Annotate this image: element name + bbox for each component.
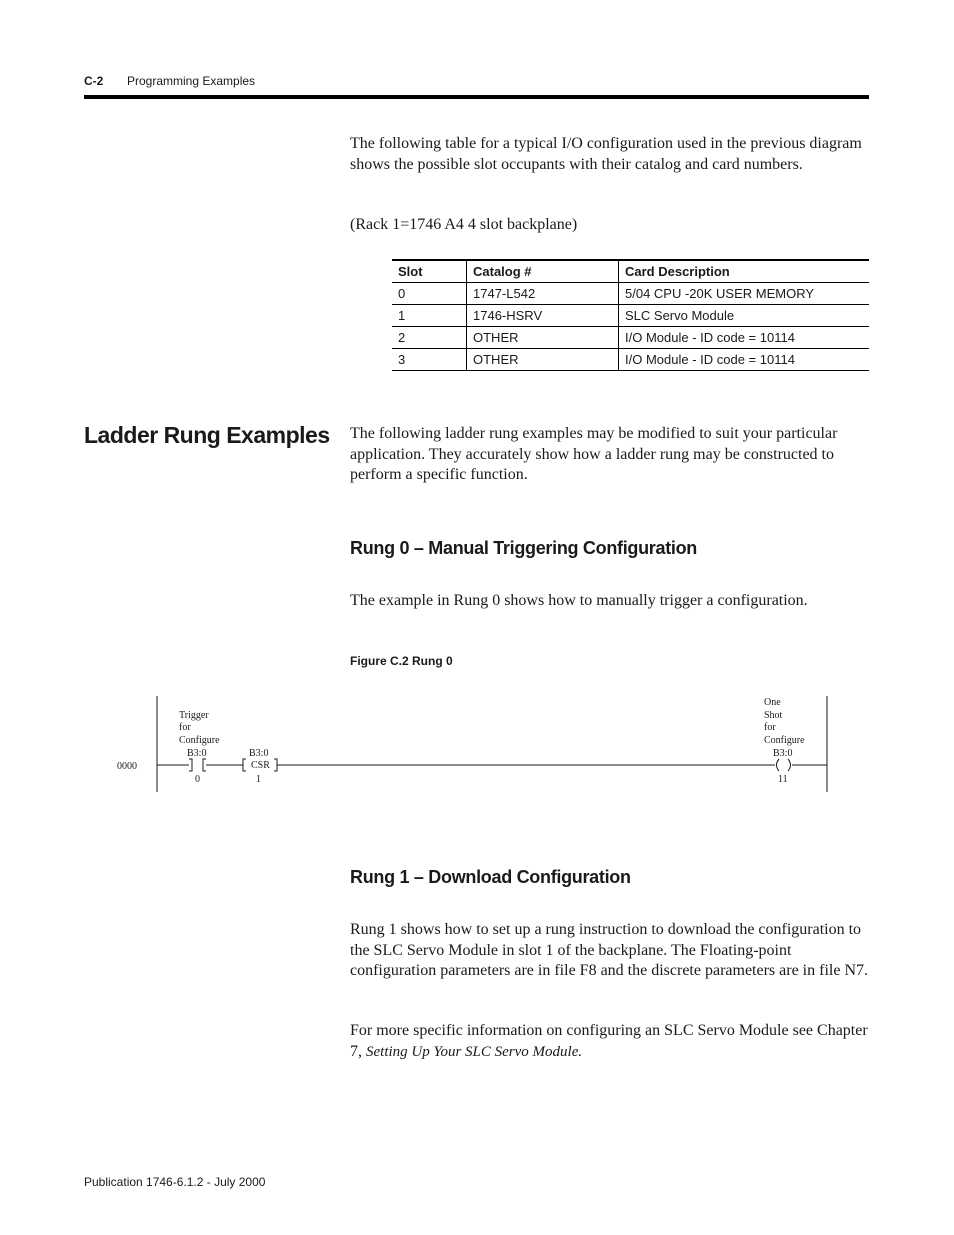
rack-note: (Rack 1=1746 A4 4 slot backplane): [350, 216, 578, 233]
csr-right-bracket: [274, 759, 277, 771]
figure-caption: Figure C.2 Rung 0: [350, 654, 453, 668]
coil-address: B3:0: [773, 748, 793, 759]
coil-label-line4: Configure: [764, 735, 805, 746]
cell-catalog: 1747-L542: [467, 283, 619, 305]
table-row: [392, 305, 869, 327]
coil-label-line2: Shot: [764, 710, 783, 721]
cell-slot: 2: [392, 327, 467, 349]
footer-publication: Publication 1746-6.1.2 - July 2000: [84, 1175, 266, 1189]
table-row: [392, 283, 869, 305]
cell-slot: 3: [392, 349, 467, 371]
chapter-reference: Setting Up Your SLC Servo Module.: [366, 1043, 583, 1060]
cell-catalog: OTHER: [467, 349, 619, 371]
rung0-paragraph: The example in Rung 0 shows how to manually trigger a configuration.: [350, 592, 808, 609]
ladder-section-heading: Ladder Rung Examples: [84, 422, 330, 448]
column-header-slot: Slot: [392, 260, 467, 283]
cell-description: I/O Module - ID code = 10114: [619, 349, 870, 371]
ladder-diagram: [0, 690, 954, 800]
csr-bit: 1: [256, 774, 261, 785]
cell-catalog: 1746-HSRV: [467, 305, 619, 327]
cell-description: SLC Servo Module: [619, 305, 870, 327]
cell-slot: 1: [392, 305, 467, 327]
csr-instruction: [243, 748, 277, 785]
csr-label: CSR: [251, 760, 270, 771]
coil-label-line3: for: [764, 722, 776, 733]
slot-table: [392, 259, 869, 371]
rung0-heading: Rung 0 – Manual Triggering Configuration: [350, 538, 697, 558]
cell-description: 5/04 CPU -20K USER MEMORY: [619, 283, 870, 305]
contact-right-bracket: [203, 759, 206, 771]
table-row: [392, 327, 869, 349]
contact-left-bracket: [189, 759, 192, 771]
section-title: Programming Examples: [127, 74, 256, 88]
table-header-row: [392, 260, 869, 283]
trigger-contact: [179, 710, 220, 785]
contact-label-line1: Trigger: [179, 710, 209, 721]
column-header-catalog: Catalog #: [467, 260, 619, 283]
contact-address: B3:0: [187, 748, 207, 759]
header-rule: [84, 95, 869, 99]
table-row: [392, 349, 869, 371]
rung-number: 0000: [117, 761, 137, 772]
contact-bit: 0: [195, 774, 200, 785]
coil-left-arc: [777, 759, 780, 771]
cell-slot: 0: [392, 283, 467, 305]
rung1-paragraph2-text: For more specific information on configuring an SLC Servo Module see Chapter 7,: [350, 1022, 868, 1060]
coil-label-line1: One: [764, 697, 781, 708]
contact-label-line3: Configure: [179, 735, 220, 746]
cell-catalog: OTHER: [467, 327, 619, 349]
csr-address: B3:0: [249, 748, 269, 759]
csr-left-bracket: [243, 759, 246, 771]
rung1-paragraph2: [350, 1021, 870, 1062]
ladder-section-paragraph: The following ladder rung examples may be modified to suit your particular application. They accurately show how a ladder rung may be constructed to perform a specific function.: [350, 425, 838, 483]
coil-bit: 11: [778, 774, 788, 785]
column-header-description: Card Description: [619, 260, 870, 283]
intro-paragraph: The following table for a typical I/O configuration used in the previous diagram shows the possible slot occupants with their catalog and card numbers.: [350, 135, 862, 173]
cell-description: I/O Module - ID code = 10114: [619, 327, 870, 349]
contact-label-line2: for: [179, 722, 191, 733]
coil-right-arc: [788, 759, 791, 771]
one-shot-coil: [764, 697, 805, 785]
rung1-paragraph1: Rung 1 shows how to set up a rung instruction to download the configuration to the SLC Servo Module in slot 1 of the backplane. The Floating-point configuration parameters are in file F8 and the discrete parameters are in file N7.: [350, 921, 868, 979]
rung1-heading: Rung 1 – Download Configuration: [350, 867, 631, 887]
page-number: C-2: [84, 74, 104, 88]
